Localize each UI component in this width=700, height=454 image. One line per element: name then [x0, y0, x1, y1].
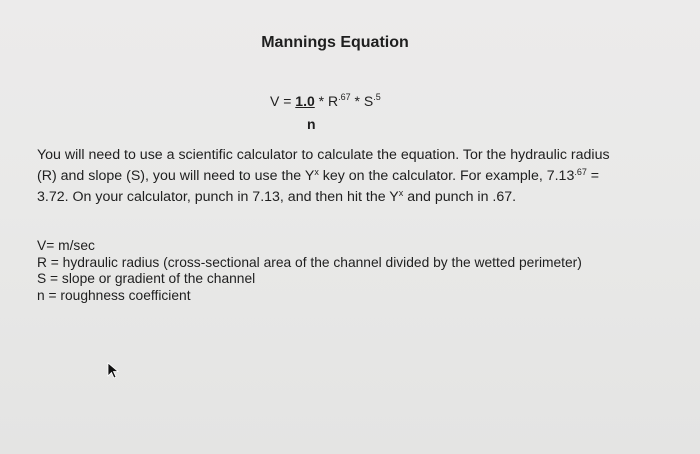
- definition-n: n = roughness coefficient: [37, 287, 191, 303]
- mannings-equation: [270, 92, 381, 109]
- paragraph-line-2: (R) and slope (S), you will need to use the $Y^x$ key on the calculator. For example, $7.13^{.67}$ =: [37, 167, 600, 184]
- equation-s-symbol: S: [363, 93, 374, 109]
- definition-s: S = slope or gradient of the channel: [37, 271, 256, 286]
- mouse-pointer-icon: [107, 362, 121, 380]
- instructions-paragraph: [37, 147, 697, 206]
- page-title: Mannings Equation: [261, 34, 409, 51]
- definition-r: R = hydraulic radius (cross-sectional area of the channel divided by the wetted perimeter): [37, 254, 582, 270]
- equation-times-1: *: [318, 93, 325, 109]
- equation-numerator: 1.0: [295, 93, 315, 109]
- equation-s-exponent: .5: [373, 92, 381, 102]
- equation-r-exponent: .67: [338, 92, 351, 102]
- paragraph-line-3: 3.72. On your calculator, punch in 7.13, and then hit the $Y^x$ and punch in .67.: [37, 188, 517, 205]
- definition-v: V= m/sec: [37, 238, 95, 253]
- equation-r-symbol: R: [328, 93, 339, 109]
- paragraph-line-1: You will need to use a scientific calculator to calculate the equation. Tor the hydraulic radius: [37, 147, 610, 163]
- variable-definitions: [37, 238, 677, 304]
- equation-denominator: n: [307, 116, 316, 132]
- equation-times-2: *: [354, 93, 360, 109]
- equation-lhs: V =: [270, 93, 292, 109]
